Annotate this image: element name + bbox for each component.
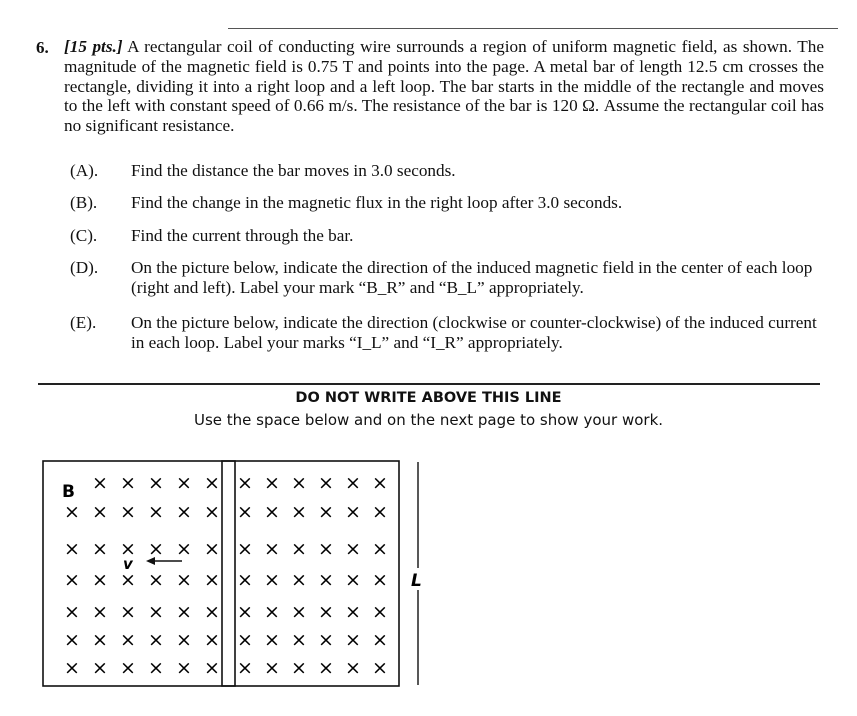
field-cross: × xyxy=(176,629,192,651)
question-number: 6. xyxy=(36,38,49,57)
field-cross: × xyxy=(237,501,253,523)
field-cross: × xyxy=(204,472,220,494)
part-b-letter: (B). xyxy=(70,193,98,212)
field-cross: × xyxy=(92,569,108,591)
field-crosses xyxy=(64,472,388,679)
field-cross: × xyxy=(92,538,108,560)
field-cross: × xyxy=(264,657,280,679)
field-cross: × xyxy=(291,501,307,523)
field-cross: × xyxy=(176,538,192,560)
field-cross: × xyxy=(204,501,220,523)
part-d-letter: (D). xyxy=(70,258,99,277)
field-cross: × xyxy=(92,657,108,679)
field-cross: × xyxy=(176,501,192,523)
field-cross: × xyxy=(64,538,80,560)
length-label: L xyxy=(411,571,422,591)
velocity-label: v xyxy=(123,555,133,573)
field-cross: × xyxy=(318,601,334,623)
part-a-letter: (A). xyxy=(70,161,99,180)
field-cross: × xyxy=(120,501,136,523)
field-cross: × xyxy=(120,657,136,679)
field-cross: × xyxy=(120,472,136,494)
field-cross: × xyxy=(345,538,361,560)
notice-heading: DO NOT WRITE ABOVE THIS LINE xyxy=(295,390,562,406)
field-cross: × xyxy=(237,472,253,494)
metal-bar xyxy=(222,461,235,686)
part-d-text: On the picture below, indicate the direction of the induced magnetic field in the center of each loop (right and left). Label your mark “B_R” and “B_L” appropriately. xyxy=(131,258,813,297)
question-points: [15 pts.] xyxy=(64,37,123,56)
field-cross: × xyxy=(237,657,253,679)
field-cross: × xyxy=(237,538,253,560)
field-cross: × xyxy=(204,569,220,591)
field-cross: × xyxy=(264,538,280,560)
field-cross: × xyxy=(318,629,334,651)
field-cross: × xyxy=(204,601,220,623)
question-body: A rectangular coil of conducting wire surrounds a region of uniform magnetic field, as shown. The magnitude of the magnetic field is 0.75 T and points into the page. A metal bar of length 12.5 cm crosses the rectangle, dividing it into a right loop and a left loop. The bar starts in the middle of the rectangle and moves to the left with constant speed of 0.66 m/s. The resistance of the bar is 120 Ω. Assume the rectangular coil has no significant resistance. xyxy=(64,37,824,136)
field-cross: × xyxy=(92,601,108,623)
field-cross: × xyxy=(120,569,136,591)
field-cross: × xyxy=(92,501,108,523)
field-cross: × xyxy=(372,472,388,494)
field-cross: × xyxy=(372,538,388,560)
field-cross: × xyxy=(204,538,220,560)
field-cross: × xyxy=(345,629,361,651)
field-cross: × xyxy=(345,569,361,591)
field-cross: × xyxy=(291,601,307,623)
field-cross: × xyxy=(291,472,307,494)
field-cross: × xyxy=(264,629,280,651)
field-cross: × xyxy=(291,629,307,651)
field-cross: × xyxy=(92,472,108,494)
field-cross: × xyxy=(176,472,192,494)
part-a-text: Find the distance the bar moves in 3.0 seconds. xyxy=(131,161,456,180)
field-cross: × xyxy=(264,472,280,494)
field-cross: × xyxy=(291,569,307,591)
field-cross: × xyxy=(372,629,388,651)
field-cross: × xyxy=(148,629,164,651)
part-c-text: Find the current through the bar. xyxy=(131,226,354,245)
field-cross: × xyxy=(345,657,361,679)
field-cross: × xyxy=(318,472,334,494)
part-b-text: Find the change in the magnetic flux in the right loop after 3.0 seconds. xyxy=(131,193,623,212)
field-cross: × xyxy=(237,569,253,591)
field-cross: × xyxy=(64,569,80,591)
field-cross: × xyxy=(120,538,136,560)
field-cross: × xyxy=(291,538,307,560)
field-cross: × xyxy=(372,601,388,623)
field-cross: × xyxy=(372,569,388,591)
field-cross: × xyxy=(120,629,136,651)
field-cross: × xyxy=(120,601,136,623)
field-cross: × xyxy=(237,629,253,651)
field-cross: × xyxy=(148,601,164,623)
field-cross: × xyxy=(204,629,220,651)
field-cross: × xyxy=(148,472,164,494)
field-label: B xyxy=(62,482,75,502)
field-cross: × xyxy=(148,538,164,560)
field-cross: × xyxy=(148,569,164,591)
field-cross: × xyxy=(148,501,164,523)
field-cross: × xyxy=(345,472,361,494)
field-cross: × xyxy=(92,629,108,651)
field-cross: × xyxy=(318,501,334,523)
field-cross: × xyxy=(345,501,361,523)
field-cross: × xyxy=(176,601,192,623)
field-cross: × xyxy=(64,601,80,623)
field-cross: × xyxy=(264,601,280,623)
field-cross: × xyxy=(291,657,307,679)
field-cross: × xyxy=(372,657,388,679)
field-cross: × xyxy=(264,569,280,591)
part-c-letter: (C). xyxy=(70,226,98,245)
part-e-text: On the picture below, indicate the direction (clockwise or counter-clockwise) of the induced current in each loop. Label your marks “I_L” and “I_R” appropriately. xyxy=(131,313,817,352)
field-cross: × xyxy=(148,657,164,679)
field-cross: × xyxy=(64,629,80,651)
field-cross: × xyxy=(176,657,192,679)
field-cross: × xyxy=(372,501,388,523)
field-cross: × xyxy=(176,569,192,591)
part-e-letter: (E). xyxy=(70,313,97,332)
field-cross: × xyxy=(64,501,80,523)
field-cross: × xyxy=(318,657,334,679)
field-cross: × xyxy=(345,601,361,623)
field-cross: × xyxy=(204,657,220,679)
field-cross: × xyxy=(318,538,334,560)
field-cross: × xyxy=(64,657,80,679)
field-cross: × xyxy=(318,569,334,591)
field-cross: × xyxy=(264,501,280,523)
notice-instruction: Use the space below and on the next page to show your work. xyxy=(193,411,664,429)
field-cross: × xyxy=(237,601,253,623)
